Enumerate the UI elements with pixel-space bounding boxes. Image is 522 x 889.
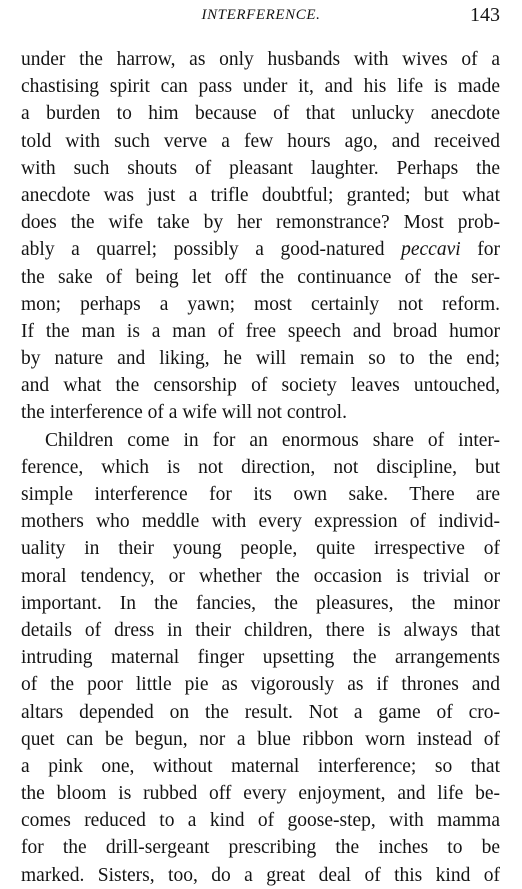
text-line: the sake of being let off the continuance of the ser- bbox=[21, 266, 500, 288]
running-head bbox=[20, 4, 502, 30]
text-line: chastising spirit can pass under it, and his life is made bbox=[21, 76, 500, 98]
text-line: under the harrow, as only husbands with wives of a bbox=[21, 49, 500, 70]
text-line: of the poor little pie as vigorously as if thrones and bbox=[21, 674, 500, 696]
text-line: a pink one, without maternal interference; so that bbox=[21, 755, 500, 777]
text-line: the interference of a wife will not control. bbox=[21, 402, 347, 424]
text-line: by nature and liking, he will remain so to the end; bbox=[21, 348, 500, 370]
text-line: the bloom is rubbed off every enjoyment, and life be- bbox=[21, 783, 500, 805]
text-line: and what the censorship of society leaves untouched, bbox=[21, 375, 500, 397]
page-number: 143 bbox=[470, 4, 500, 26]
text-line: ference, which is not direction, not discipline, but bbox=[21, 456, 500, 478]
italic-text-run: peccavi bbox=[401, 239, 461, 261]
text-line: anecdote was just a trifle doubtful; granted; but what bbox=[21, 184, 500, 206]
text-line: a burden to him because of that unlucky anecdote bbox=[21, 103, 500, 125]
text-line: for the drill-sergeant prescribing the inches to be bbox=[21, 837, 500, 859]
text-line: with such shouts of pleasant laughter. Perhaps the bbox=[21, 157, 500, 179]
text-line: moral tendency, or whether the occasion is trivial or bbox=[21, 565, 500, 587]
text-run: for bbox=[460, 239, 500, 261]
text-line: intruding maternal finger upsetting the arrangements bbox=[21, 647, 500, 669]
text-line: details of dress in their children, there is always that bbox=[21, 619, 500, 641]
text-line: comes reduced to a kind of goose-step, with mamma bbox=[21, 810, 500, 832]
text-line: uality in their young people, quite irrespective of bbox=[21, 538, 500, 560]
paragraph bbox=[21, 427, 500, 889]
text-line bbox=[21, 236, 500, 263]
text-line: Children come in for an enormous share of inter- bbox=[45, 429, 500, 451]
text-line: does the wife take by her remonstrance? Most prob- bbox=[21, 212, 500, 234]
text-line: mothers who meddle with every expression of individ- bbox=[21, 511, 500, 533]
text-line: altars depended on the result. Not a game of cro- bbox=[21, 701, 500, 723]
text-line: If the man is a man of free speech and broad humor bbox=[21, 320, 500, 342]
running-title: INTERFERENCE. bbox=[201, 7, 321, 23]
paragraph bbox=[21, 46, 500, 427]
text-line: simple interference for its own sake. There are bbox=[21, 484, 500, 505]
text-line: told with such verve a few hours ago, and received bbox=[21, 130, 500, 152]
text-line: marked. Sisters, too, do a great deal of this kind of bbox=[21, 864, 500, 886]
text-run: ably a quarrel; possibly a good-natured bbox=[21, 239, 402, 261]
text-line: quet can be begun, nor a blue ribbon worn instead of bbox=[21, 728, 500, 750]
body-text bbox=[21, 46, 500, 889]
text-line: important. In the fancies, the pleasures, the minor bbox=[21, 592, 500, 614]
text-line: mon; perhaps a yawn; most certainly not reform. bbox=[21, 293, 500, 315]
